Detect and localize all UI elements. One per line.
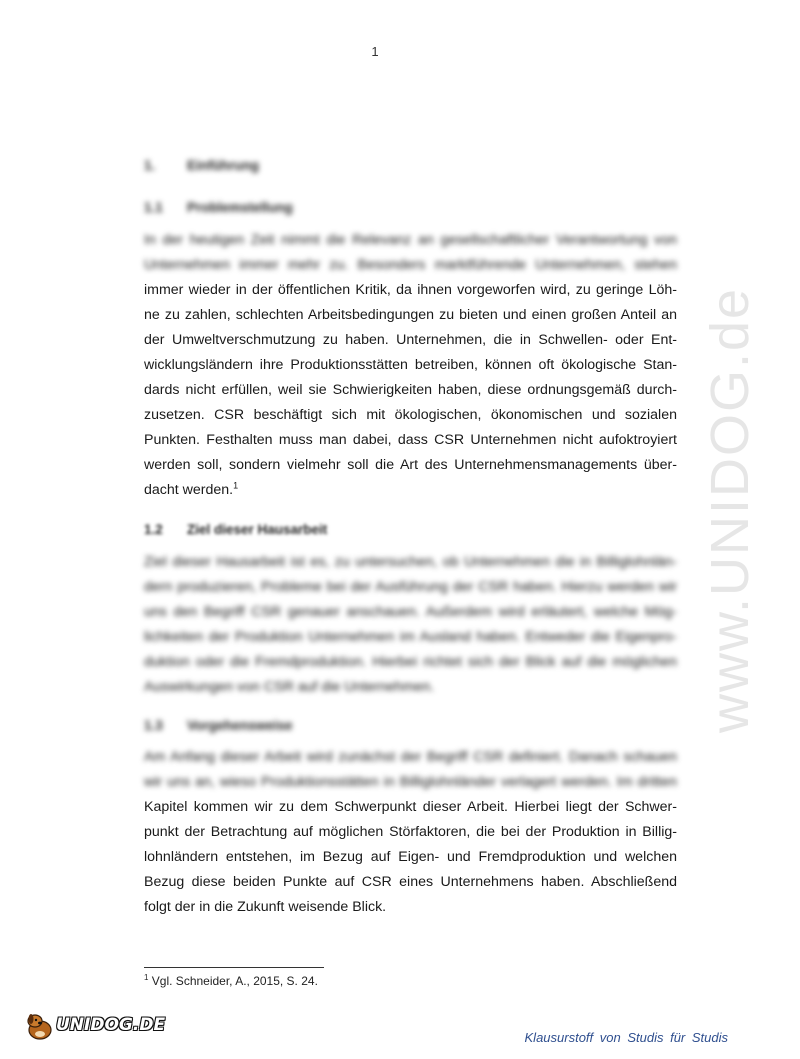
heading-objective xyxy=(144,522,327,537)
heading-title: Einführung xyxy=(187,158,259,173)
text-line: Bezug diese beiden Punkte auf CSR eines Unternehmens haben. Abschließend xyxy=(144,874,677,890)
text-line: wicklungsländern ihre Produktionsstätten betreiben, können oft ökologische Stan- xyxy=(144,357,677,373)
blurred-line: lichkeiten der Produktion Unternehmen im Ausland haben. Entweder die Eigenpro- xyxy=(144,629,677,645)
heading-number: 1.3 xyxy=(144,718,163,733)
text-line: Kapitel kommen wir zu dem Schwerpunkt dieser Arbeit. Hierbei liegt der Schwer- xyxy=(144,799,677,815)
blurred-line: Ziel dieser Hausarbeit ist es, zu untersuchen, ob Unternehmen die in Billiglohnlän- xyxy=(144,554,677,570)
dog-icon xyxy=(26,1010,54,1040)
paragraph-objective xyxy=(144,550,677,700)
text-line: punkt der Betrachtung auf möglichen Störfaktoren, die bei der Produktion in Billig- xyxy=(144,824,677,840)
blurred-line: In der heutigen Zeit nimmt die Relevanz an gesellschaftlicher Verantwortung von xyxy=(144,232,677,248)
logo-text: UNIDOG.DE xyxy=(56,1015,166,1035)
text-line: der Umweltverschmutzung zu haben. Unternehmen, die in Schwellen- oder Ent- xyxy=(144,332,677,348)
heading-title: Problemstellung xyxy=(187,200,293,215)
text-line-end: dacht werden. xyxy=(144,482,234,498)
text-line: dards nicht erfüllen, weil sie Schwierigkeiten haben, diese ordnungsgemäß durch- xyxy=(144,382,677,398)
blurred-line: uns den Begriff CSR genauer anschauen. Außerdem wird erläutert, welche Mög- xyxy=(144,604,677,620)
blurred-line: dern produzieren, Probleme bei der Ausführung der CSR haben. Hierzu werden wir xyxy=(144,579,677,595)
text-line: zusetzen. CSR beschäftigt sich mit ökologischen, ökonomischen und sozialen xyxy=(144,407,677,423)
blurred-line: Am Anfang dieser Arbeit wird zunächst der Begriff CSR definiert. Danach schauen xyxy=(144,749,677,765)
heading-number: 1.1 xyxy=(144,200,163,215)
footnote-number: 1 xyxy=(144,973,149,982)
unidog-logo[interactable] xyxy=(26,1010,165,1040)
heading-approach xyxy=(144,718,293,733)
text-line: Punkten. Festhalten muss man dabei, dass CSR Unternehmen nicht aufoktroyiert xyxy=(144,432,677,448)
heading-number: 1. xyxy=(144,158,156,173)
blurred-line: Auswirkungen von CSR auf die Unternehmen. xyxy=(144,679,435,695)
paragraph-approach xyxy=(144,745,677,920)
page-number: 1 xyxy=(371,44,379,59)
heading-title: Vorgehensweise xyxy=(187,718,293,733)
footer-tagline: Klausurstoff von Studis für Studis xyxy=(524,1030,728,1045)
text-line: folgt der in die Zukunft weisende Blick. xyxy=(144,899,387,915)
text-line: ne zu zahlen, schlechten Arbeitsbedingungen zu bieten und einen großen Anteil an xyxy=(144,307,677,323)
blurred-line: duktion oder die Fremdproduktion. Hierbei richtet sich der Blick auf die möglichen xyxy=(144,654,677,670)
footnote-reference: 1 xyxy=(233,480,239,491)
footnote-text: Vgl. Schneider, A., 2015, S. 24. xyxy=(151,974,318,988)
paragraph-problem-statement xyxy=(144,228,677,503)
text-line xyxy=(144,478,677,503)
text-line: immer wieder in der öffentlichen Kritik, da ihnen vorgeworfen wird, zu geringe Löh- xyxy=(144,282,677,298)
text-line: lohnländern entstehen, im Bezug auf Eigen- und Fremdproduktion und welchen xyxy=(144,849,677,865)
heading-number: 1.2 xyxy=(144,522,163,537)
heading-title: Ziel dieser Hausarbeit xyxy=(187,522,328,537)
blurred-line: wir uns an, wieso Produktionsstätten in Billiglohnländer verlagert werden. Im dritten xyxy=(144,774,677,790)
watermark: www.UNIDOG.de xyxy=(700,286,760,734)
footnote-divider xyxy=(144,967,324,968)
blurred-line: Unternehmen immer mehr zu. Besonders marktführende Unternehmen, stehen xyxy=(144,257,677,273)
footnote xyxy=(144,974,318,988)
heading-introduction xyxy=(144,158,259,173)
heading-problem-statement xyxy=(144,200,293,215)
text-line: werden soll, sondern vielmehr soll die Art des Unternehmensmanagements über- xyxy=(144,457,677,473)
